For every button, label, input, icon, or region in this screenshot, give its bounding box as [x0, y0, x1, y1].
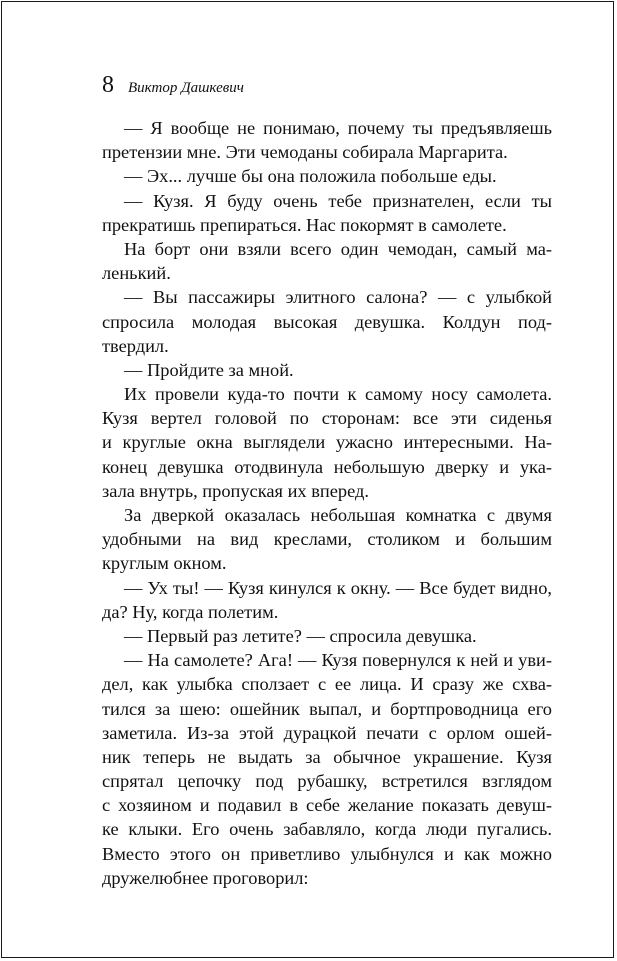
text-line: твердил. [102, 335, 169, 356]
text-line: — Пройдите за мной. [124, 359, 294, 380]
text-line: Вместо этого он приветливо улыбнулся и как можно [102, 843, 552, 864]
book-page [1, 1, 614, 958]
text-line: заметила. Из-за этой дурацкой печати с орлом ошей- [102, 722, 552, 743]
text-line: удобными на вид креслами, столиком и большим [102, 529, 552, 550]
text-line: ленький. [102, 263, 171, 284]
text-line: с хозяином и подавил в себе желание показать девуш- [102, 795, 552, 816]
text-line: круглым окном. [102, 553, 227, 574]
text-line: — Кузя. Я буду очень тебе признателен, если ты [124, 190, 552, 211]
text-line: Кузя вертел головой по сторонам: все эти сиденья [102, 408, 552, 429]
text-line: — Эх... лучше бы она положила побольше еды. [124, 166, 497, 187]
text-line: — Первый раз летите? — спросила девушка. [124, 625, 477, 646]
page-header [102, 72, 244, 102]
running-head-author: Виктор Дашкевич [128, 80, 244, 96]
text-line: ке клыки. Его очень забавляло, когда люди пугались. [102, 819, 552, 840]
text-line: да? Ну, когда полетим. [102, 601, 279, 622]
text-line: тился за шею: ошейник выпал, и бортпроводница его [102, 698, 552, 719]
text-line: ник теперь не выдать за обычное украшение. Кузя [102, 746, 552, 767]
text-line: За дверкой оказалась небольшая комнатка с двумя [124, 505, 552, 525]
page-number: 8 [102, 72, 114, 98]
text-line: — Вы пассажиры элитного салона? — с улыбкой [124, 287, 552, 308]
body-text [102, 116, 552, 890]
text-line: конец девушка отодвинула небольшую дверку и ука- [102, 456, 552, 477]
text-line: — Ух ты! — Кузя кинулся к окну. — Все будет видно, [124, 577, 552, 598]
text-line: — Я вообще не понимаю, почему ты предъявляешь [124, 118, 552, 138]
text-line: спрятал цепочку под рубашку, встретился взглядом [102, 771, 552, 792]
text-line: дружелюбнее проговорил: [102, 867, 309, 888]
text-line: — На самолете? Ага! — Кузя повернулся к ней и уви- [124, 650, 552, 671]
text-line: прекратишь препираться. Нас покормят в самолете. [102, 214, 507, 235]
text-line: претензии мне. Эти чемоданы собирала Маргарита. [102, 142, 508, 163]
text-line: зала внутрь, пропуская их вперед. [102, 480, 369, 501]
text-line: спросила молодая высокая девушка. Колдун под- [102, 311, 552, 332]
text-line: На борт они взяли всего один чемодан, самый ма- [124, 238, 552, 259]
text-line: и круглые окна выглядели ужасно интересными. На- [102, 432, 552, 453]
text-line: Их провели куда-то почти к самому носу самолета. [124, 384, 552, 405]
text-line: дел, как улыбка сползает с ее лица. И сразу же схва- [102, 674, 552, 695]
